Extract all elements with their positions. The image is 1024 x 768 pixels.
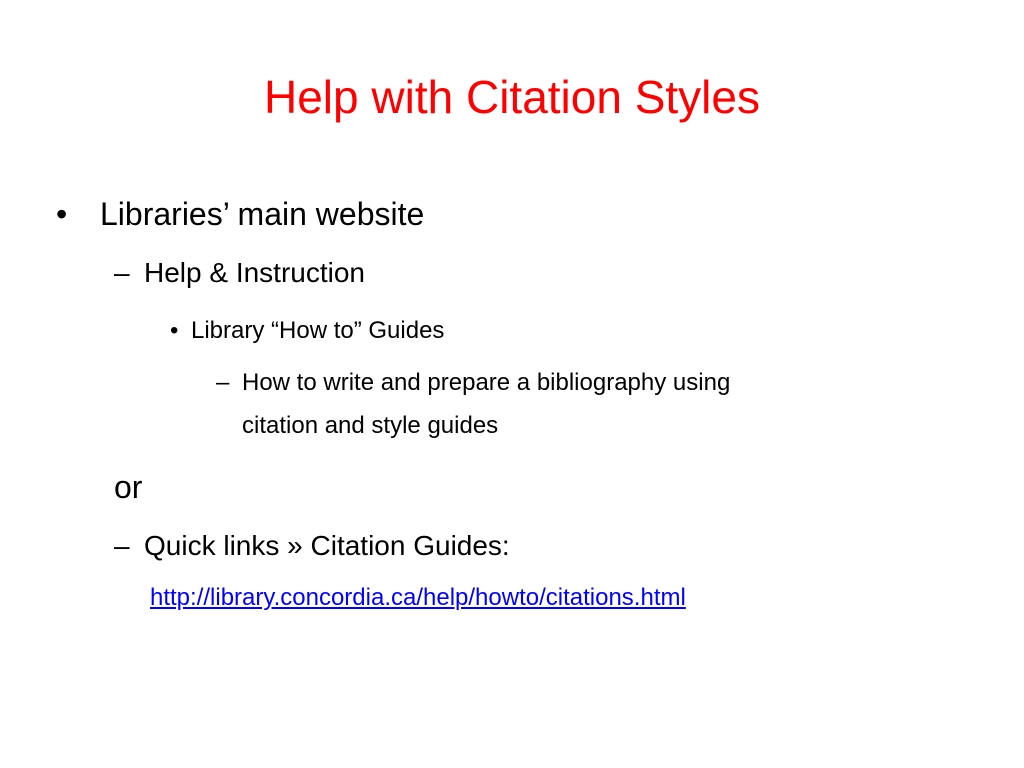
slide-title: Help with Citation Styles: [264, 71, 760, 123]
citations-guide-link[interactable]: http://library.concordia.ca/help/howto/citations.html: [150, 584, 686, 611]
bullet-marker: •: [170, 317, 179, 344]
bullet-libraries-main-website: Libraries’ main website: [100, 196, 425, 232]
bullet-quick-links: Quick links » Citation Guides:: [144, 530, 510, 561]
dash-marker: –: [114, 530, 130, 561]
bullet-bibliography-line-1: How to write and prepare a bibliography using: [242, 369, 731, 396]
bullet-help-instruction: Help & Instruction: [144, 257, 365, 288]
bullet-bibliography-line-2: citation and style guides: [242, 412, 499, 439]
dash-marker: –: [114, 257, 130, 288]
bullet-marker: •: [56, 196, 68, 232]
dash-marker: –: [216, 369, 230, 396]
bullet-library-how-to-guides: Library “How to” Guides: [191, 317, 445, 344]
or-connector: or: [114, 469, 143, 505]
